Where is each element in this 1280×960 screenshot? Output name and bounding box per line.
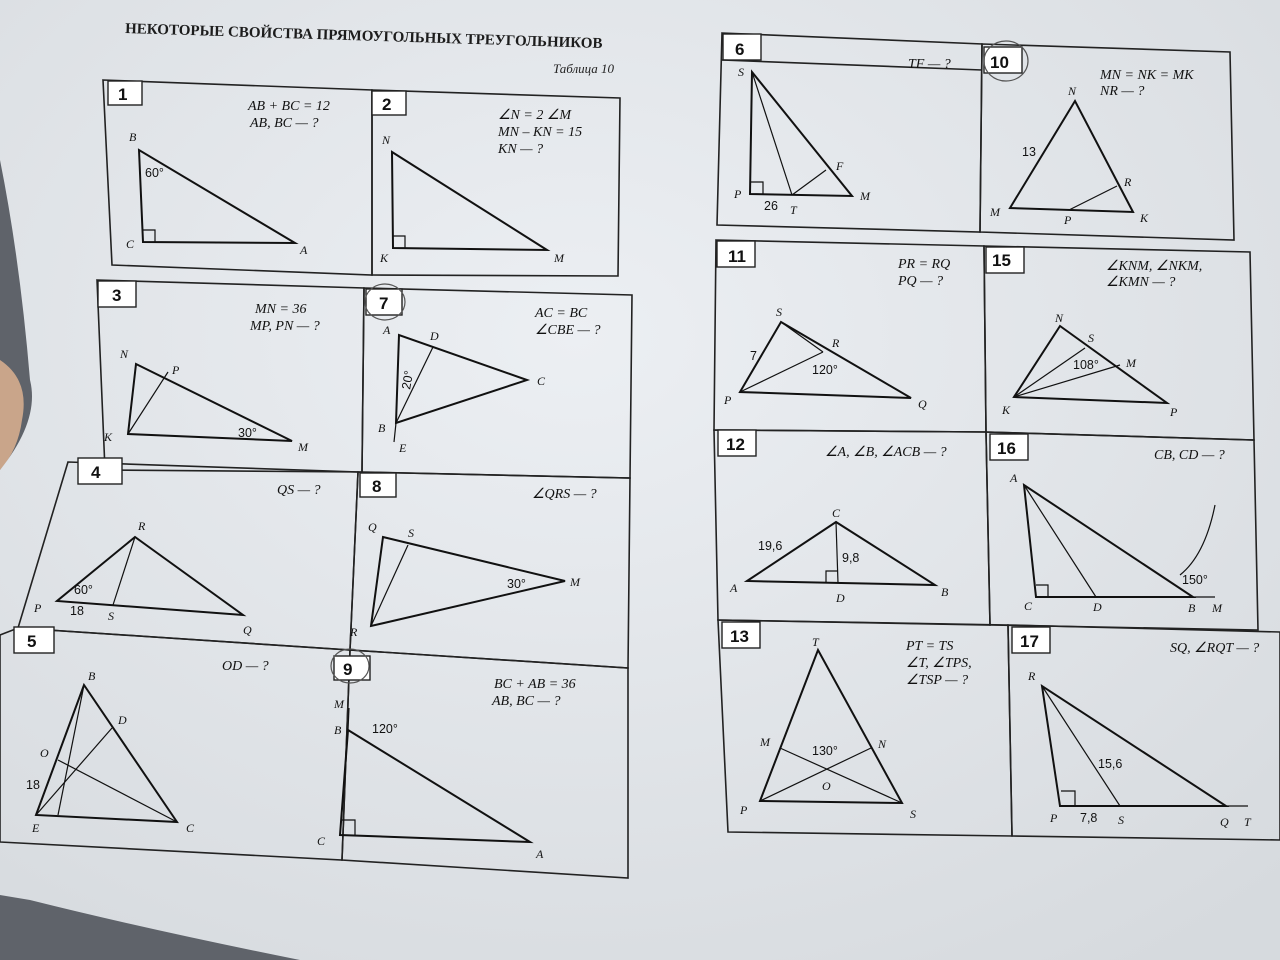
vertex-label: O <box>40 746 49 760</box>
problem-6-number: 6 <box>735 40 745 59</box>
vertex-label: Q <box>918 397 927 411</box>
length-label: 15,6 <box>1098 757 1123 771</box>
problem-13-condition-2: ∠T, ∠TPS, <box>906 656 972 671</box>
angle-label: 130° <box>812 744 838 758</box>
vertex-label: K <box>1140 211 1149 225</box>
sheet-title: НЕКОТОРЫЕ СВОЙСТВА ПРЯМОУГОЛЬНЫХ ТРЕУГОЛЬНИКОВ <box>124 21 603 52</box>
vertex-label: M <box>334 697 344 711</box>
problem-17-number: 17 <box>1020 632 1039 651</box>
vertex-label: M <box>860 189 870 203</box>
vertex-label: B <box>334 723 342 737</box>
problem-5-condition-1: OD — ? <box>222 659 269 674</box>
problem-11-number: 11 <box>728 247 746 266</box>
vertex-label: C <box>1024 599 1033 613</box>
length-label: 19,6 <box>758 539 783 553</box>
angle-label: 150° <box>1182 573 1208 587</box>
angle-label: 30° <box>507 577 526 591</box>
vertex-label: Q <box>1220 815 1229 829</box>
length-label: 7 <box>750 349 757 363</box>
problem-13-condition-3: ∠TSP — ? <box>906 673 969 688</box>
problem-1-condition-1: AB + BC = 12 <box>248 99 330 114</box>
vertex-label: R <box>832 336 840 350</box>
vertex-label: M <box>1212 601 1222 615</box>
problem-8-condition-1: ∠QRS — ? <box>532 487 597 502</box>
vertex-label: N <box>878 737 887 751</box>
problem-1-condition-2: AB, BC — ? <box>250 116 319 131</box>
vertex-label: B <box>129 130 137 144</box>
length-label: 18 <box>70 604 84 618</box>
problem-2-condition-2: MN – KN = 15 <box>498 125 583 140</box>
length-label: 18 <box>26 778 40 792</box>
length-label: 9,8 <box>842 551 860 565</box>
vertex-label: N <box>1068 84 1077 98</box>
vertex-label: M <box>570 575 580 589</box>
vertex-label: B <box>941 585 949 599</box>
vertex-label: N <box>1055 311 1064 325</box>
problem-8-number: 8 <box>372 477 382 496</box>
vertex-label: P <box>1050 811 1058 825</box>
angle-label: 20° <box>399 369 417 391</box>
problem-9-condition-2: AB, BC — ? <box>492 694 561 709</box>
vertex-label: R <box>138 519 146 533</box>
vertex-label: B <box>88 669 96 683</box>
vertex-label: S <box>1118 813 1124 827</box>
vertex-label: E <box>32 821 40 835</box>
vertex-label: P <box>734 187 742 201</box>
vertex-label: A <box>730 581 738 595</box>
vertex-label: M <box>760 735 770 749</box>
problem-10-condition-1: MN = NK = MK <box>1100 68 1194 83</box>
vertex-label: N <box>120 347 129 361</box>
angle-label: 108° <box>1073 358 1099 372</box>
vertex-label: A <box>1010 471 1018 485</box>
vertex-label: N <box>382 133 391 147</box>
problem-15-condition-1: ∠KNM, ∠NKM, <box>1106 259 1203 274</box>
vertex-label: A <box>300 243 308 257</box>
vertex-label: C <box>186 821 195 835</box>
vertex-label: T <box>790 203 797 217</box>
problem-2-condition-3: KN — ? <box>498 142 544 157</box>
problem-3-number: 3 <box>112 286 122 305</box>
problem-10-number: 10 <box>990 53 1009 72</box>
vertex-label: A <box>383 323 391 337</box>
problem-7-condition-2: ∠CBE — ? <box>535 323 601 338</box>
vertex-label: R <box>1028 669 1036 683</box>
problem-16-condition-1: CB, CD — ? <box>1154 448 1225 463</box>
vertex-label: S <box>108 609 114 623</box>
problem-4-condition-1: QS — ? <box>277 483 321 498</box>
vertex-label: P <box>1064 213 1072 227</box>
vertex-label: C <box>537 374 546 388</box>
vertex-label: P <box>34 601 42 615</box>
angle-label: 60° <box>145 166 164 180</box>
vertex-label: K <box>380 251 389 265</box>
vertex-label: M <box>990 205 1000 219</box>
problem-12-condition-1: ∠A, ∠B, ∠ACB — ? <box>825 445 947 460</box>
vertex-label: A <box>536 847 544 861</box>
problem-9-condition-1: BC + AB = 36 <box>494 677 576 692</box>
vertex-label: C <box>317 834 326 848</box>
problem-17-condition-1: SQ, ∠RQT — ? <box>1170 641 1260 656</box>
vertex-label: D <box>118 713 127 727</box>
length-label: 26 <box>764 199 778 213</box>
problem-9-number: 9 <box>343 660 353 679</box>
vertex-label: P <box>740 803 748 817</box>
problem-4-number: 4 <box>91 463 101 482</box>
problem-16-number: 16 <box>997 439 1016 458</box>
problem-1-number: 1 <box>118 85 128 104</box>
vertex-label: S <box>1088 331 1094 345</box>
problem-15-number: 15 <box>992 251 1011 270</box>
vertex-label: T <box>812 635 819 649</box>
length-label: 13 <box>1022 145 1036 159</box>
problem-15-condition-2: ∠KMN — ? <box>1106 275 1176 290</box>
vertex-label: M <box>1126 356 1136 370</box>
vertex-label: R <box>1124 175 1132 189</box>
vertex-label: C <box>126 237 135 251</box>
vertex-label: O <box>822 779 831 793</box>
problem-6-condition-1: TF — ? <box>908 57 951 72</box>
vertex-label: Q <box>243 623 252 637</box>
angle-label: 120° <box>812 363 838 377</box>
vertex-label: D <box>1093 600 1102 614</box>
vertex-label: E <box>399 441 407 455</box>
angle-label: 120° <box>372 722 398 736</box>
length-label: 7,8 <box>1080 811 1098 825</box>
vertex-label: F <box>836 159 844 173</box>
problem-2-number: 2 <box>382 95 392 114</box>
vertex-label: P <box>724 393 732 407</box>
vertex-label: K <box>1002 403 1011 417</box>
vertex-label: P <box>172 363 180 377</box>
vertex-label: S <box>776 305 782 319</box>
vertex-label: M <box>554 251 564 265</box>
problem-11-condition-2: PQ — ? <box>898 274 944 289</box>
problem-2-condition-1: ∠N = 2 ∠M <box>498 108 572 123</box>
problem-10-condition-2: NR — ? <box>1100 84 1145 99</box>
table-caption: Таблица 10 <box>553 61 615 76</box>
problem-5-number: 5 <box>27 632 37 651</box>
vertex-label: S <box>408 526 414 540</box>
vertex-label: B <box>378 421 386 435</box>
problem-11-condition-1: PR = RQ <box>898 257 951 272</box>
problem-12-number: 12 <box>726 435 745 454</box>
vertex-label: D <box>430 329 439 343</box>
vertex-label: R <box>350 625 358 639</box>
problem-7-number: 7 <box>379 294 389 313</box>
vertex-label: P <box>1170 405 1178 419</box>
angle-label: 60° <box>74 583 93 597</box>
vertex-label: S <box>910 807 916 821</box>
problem-7-condition-1: AC = BC <box>535 306 588 321</box>
problem-13-number: 13 <box>730 627 749 646</box>
vertex-label: B <box>1188 601 1196 615</box>
problem-13-condition-1: PT = TS <box>906 639 954 654</box>
vertex-label: T <box>1244 815 1251 829</box>
problem-3-condition-1: MN = 36 <box>255 302 307 317</box>
vertex-label: M <box>298 440 308 454</box>
vertex-label: S <box>738 65 744 79</box>
angle-label: 30° <box>238 426 257 440</box>
problem-3-condition-2: MP, PN — ? <box>250 319 320 334</box>
vertex-label: D <box>836 591 845 605</box>
vertex-label: Q <box>368 520 377 534</box>
vertex-label: C <box>832 506 841 520</box>
vertex-label: K <box>104 430 113 444</box>
